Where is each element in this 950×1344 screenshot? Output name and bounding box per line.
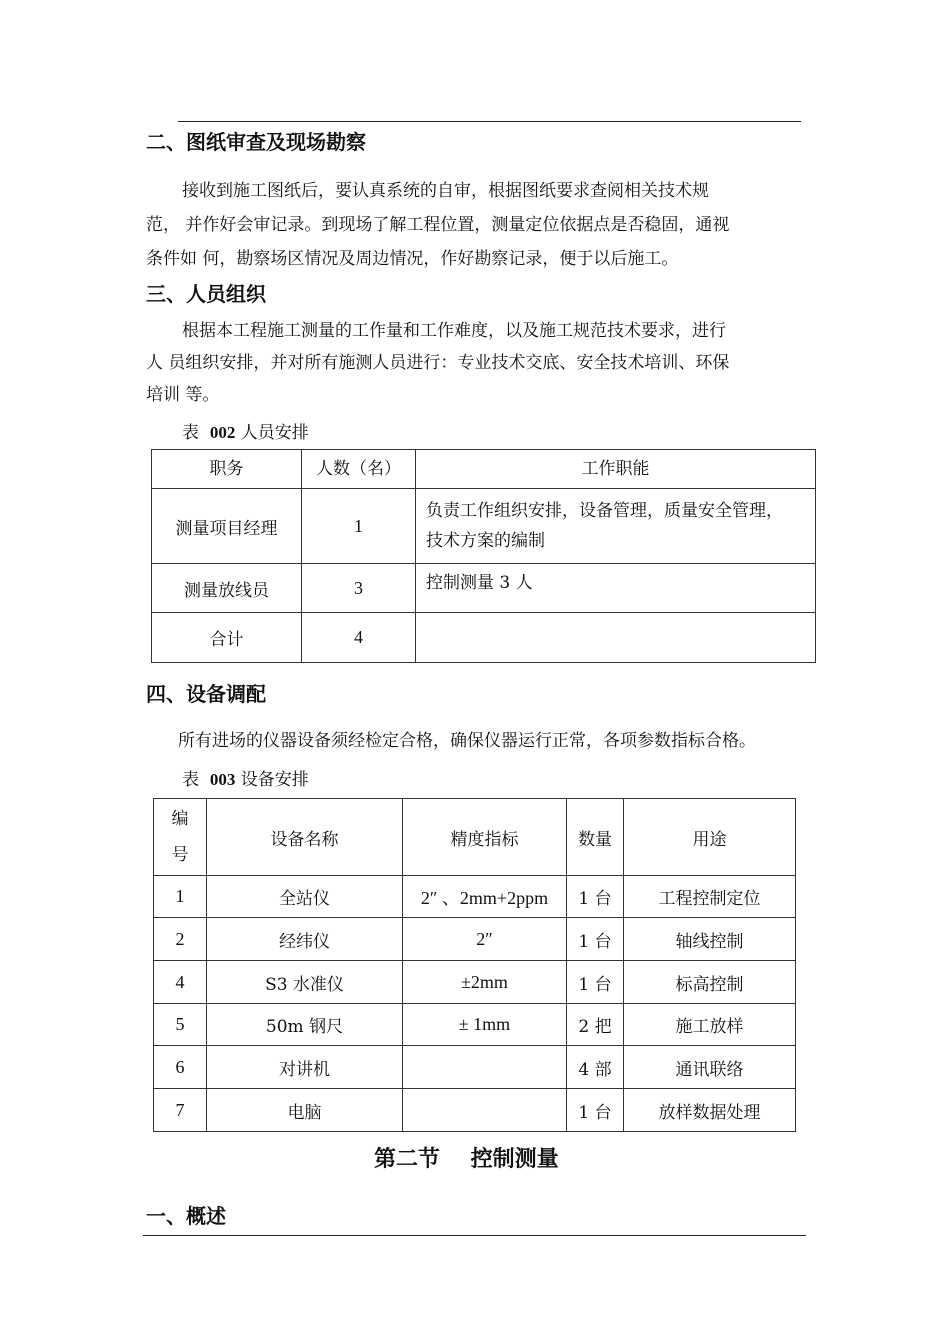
- header-cell: 工作职能: [416, 450, 816, 489]
- use-cell: 施工放样: [624, 1004, 796, 1046]
- use-cell: 工程控制定位: [624, 876, 796, 918]
- table-header-row: [154, 799, 796, 876]
- header-cell: 职务: [152, 450, 302, 489]
- use-cell: 轴线控制: [624, 918, 796, 961]
- caption-prefix: 表: [182, 770, 199, 790]
- role-cell: 合计: [152, 613, 302, 663]
- paragraph-line: 根据本工程施工测量的工作量和工作难度，以及施工规范技术要求，进行: [182, 321, 726, 341]
- bottom-rule: [143, 1235, 806, 1236]
- caption-number: 002: [209, 423, 236, 442]
- no-cell: 4: [154, 961, 207, 1004]
- table-row: [152, 489, 816, 564]
- table-header-row: [152, 450, 816, 489]
- precision-cell: ±2mm: [403, 961, 567, 1004]
- precision-cell: 2″ 、2mm+2ppm: [403, 876, 567, 918]
- no-cell: 2: [154, 918, 207, 961]
- count-cell: 1: [302, 489, 416, 564]
- heading-overview: 一、概述: [146, 1204, 226, 1228]
- table-row: [154, 918, 796, 961]
- no-cell: 7: [154, 1089, 207, 1132]
- name-cell: 经纬仪: [207, 918, 403, 961]
- header-cell: [154, 799, 207, 876]
- top-rule: [178, 121, 801, 122]
- count-cell: 4: [302, 613, 416, 663]
- count-cell: 3: [302, 564, 416, 613]
- header-cell: 数量: [567, 799, 624, 876]
- name-cell: 对讲机: [207, 1046, 403, 1089]
- table-row: [154, 1004, 796, 1046]
- role-cell: 测量项目经理: [152, 489, 302, 564]
- duty-cell: [416, 613, 816, 663]
- use-cell: 通讯联络: [624, 1046, 796, 1089]
- role-cell: 测量放线员: [152, 564, 302, 613]
- name-cell: 电脑: [207, 1089, 403, 1132]
- precision-cell: ± 1mm: [403, 1004, 567, 1046]
- table-caption-equipment: [182, 765, 309, 790]
- heading-personnel: 三、人员组织: [146, 282, 266, 306]
- paragraph-line: 条件如 何，勘察场区情况及周边情况，作好勘察记录，便于以后施工。: [146, 249, 679, 269]
- paragraph-line: 培训 等。: [146, 385, 220, 405]
- equipment-table: [153, 798, 796, 1132]
- use-cell: 标高控制: [624, 961, 796, 1004]
- header-cell: 人数（名）: [302, 450, 416, 489]
- name-cell: 全站仪: [207, 876, 403, 918]
- caption-text: 人员安排: [240, 423, 309, 443]
- paragraph-line: 接收到施工图纸后，要认真系统的自审，根据图纸要求查阅相关技术规: [182, 181, 709, 201]
- table-row: [152, 613, 816, 663]
- qty-cell: 1 台: [567, 1089, 624, 1132]
- no-cell: 6: [154, 1046, 207, 1089]
- qty-cell: 2 把: [567, 1004, 624, 1046]
- qty-cell: 1 台: [567, 876, 624, 918]
- paragraph-line: 范， 并作好会审记录。到现场了解工程位置，测量定位依据点是否稳固，通视: [146, 215, 730, 235]
- qty-cell: 4 部: [567, 1046, 624, 1089]
- no-cell: 1: [154, 876, 207, 918]
- qty-cell: 1 台: [567, 918, 624, 961]
- duty-line: 技术方案的编制: [426, 531, 545, 551]
- table-row: [154, 961, 796, 1004]
- personnel-table: [151, 449, 816, 663]
- header-cell: 用途: [624, 799, 796, 876]
- duty-cell: [416, 489, 816, 564]
- section-title: 第二节 控制测量: [374, 1147, 559, 1172]
- table-caption-personnel: [182, 418, 309, 443]
- header-cell: 设备名称: [207, 799, 403, 876]
- caption-text: 设备安排: [240, 770, 309, 790]
- precision-cell: [403, 1046, 567, 1089]
- name-cell: 50m 钢尺: [207, 1004, 403, 1046]
- header-no-line: 号: [171, 845, 189, 865]
- heading-drawing-review: 二、图纸审查及现场勘察: [146, 130, 366, 154]
- name-cell: S3 水准仪: [207, 961, 403, 1004]
- no-cell: 5: [154, 1004, 207, 1046]
- header-no-line: 编: [171, 809, 189, 829]
- caption-prefix: 表: [182, 423, 199, 443]
- paragraph-line: 所有进场的仪器设备须经检定合格，确保仪器运行正常，各项参数指标合格。: [178, 731, 756, 751]
- precision-cell: [403, 1089, 567, 1132]
- table-row: [154, 1046, 796, 1089]
- caption-number: 003: [209, 770, 236, 789]
- use-cell: 放样数据处理: [624, 1089, 796, 1132]
- header-cell: 精度指标: [403, 799, 567, 876]
- table-row: [154, 876, 796, 918]
- qty-cell: 1 台: [567, 961, 624, 1004]
- table-row: [152, 564, 816, 613]
- precision-cell: 2″: [403, 918, 567, 961]
- duty-cell: 控制测量 3 人: [416, 564, 816, 613]
- duty-line: 负责工作组织安排，设备管理，质量安全管理，: [426, 501, 783, 521]
- heading-equipment: 四、设备调配: [146, 682, 266, 706]
- table-row: [154, 1089, 796, 1132]
- paragraph-line: 人 员组织安排，并对所有施测人员进行：专业技术交底、安全技术培训、环保: [146, 353, 730, 373]
